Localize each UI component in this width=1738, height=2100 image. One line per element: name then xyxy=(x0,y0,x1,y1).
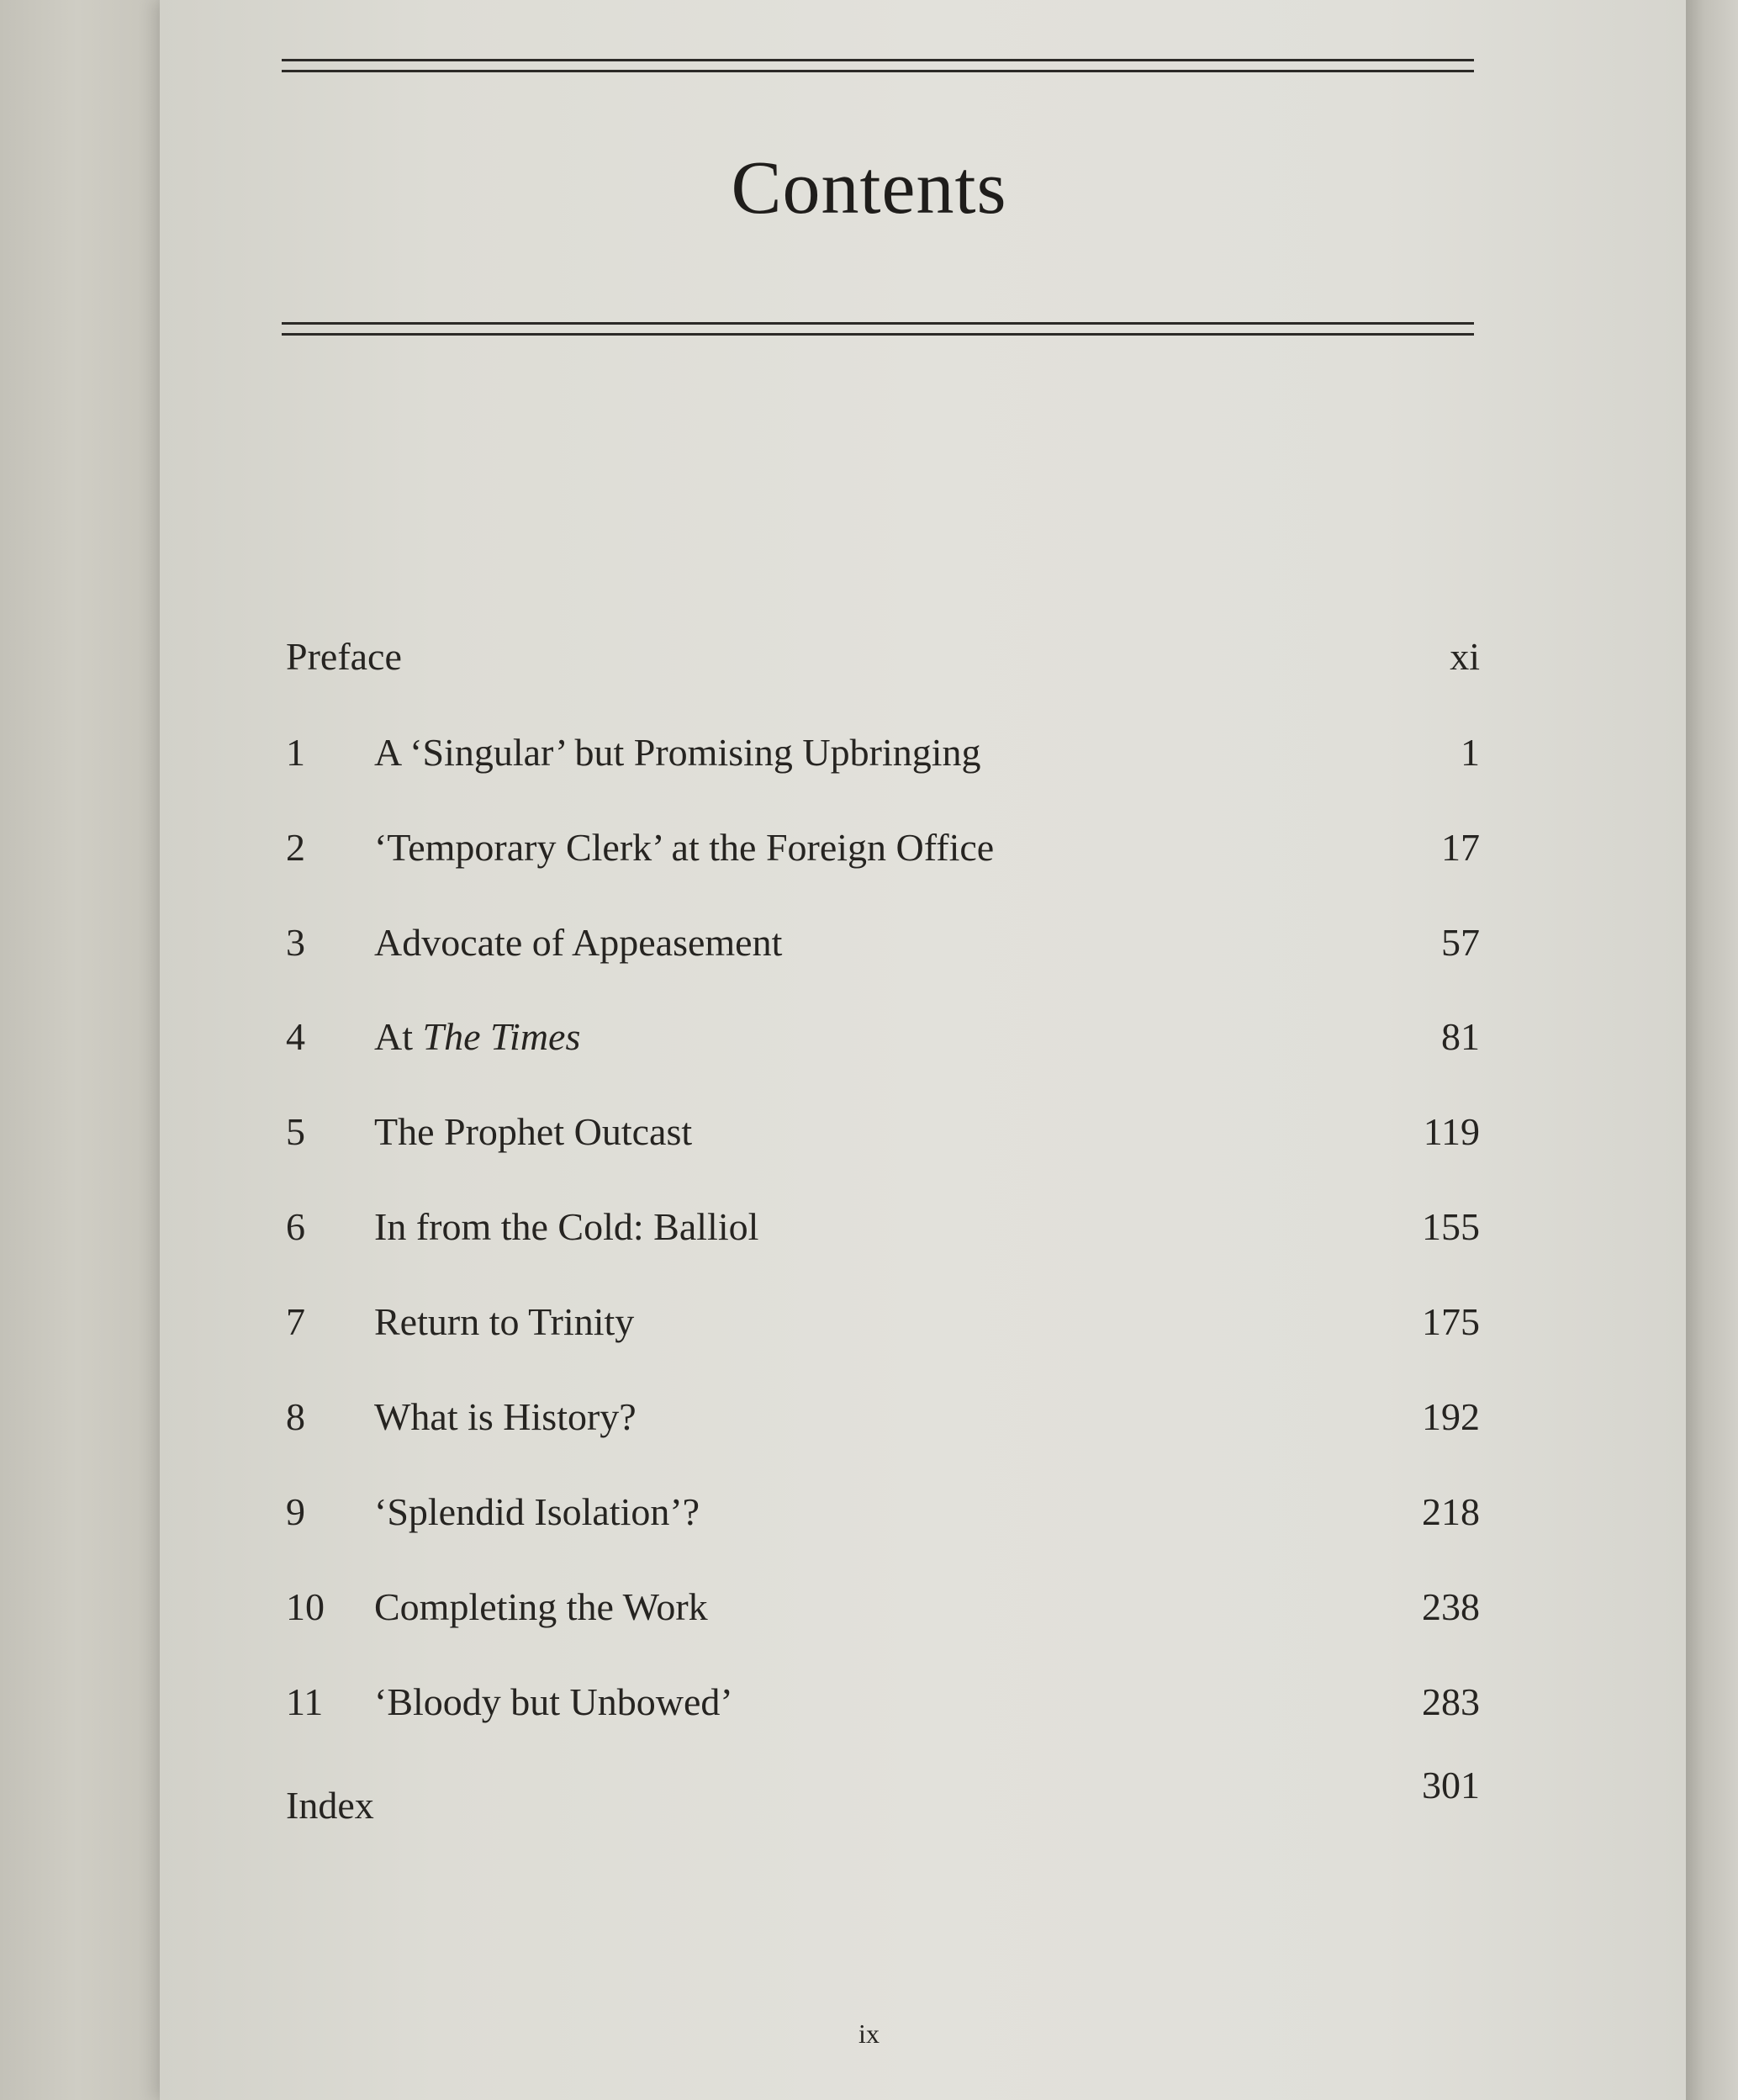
toc-entry-index xyxy=(286,1764,1480,1835)
chapter-title: ‘Bloody but Unbowed’ xyxy=(374,1680,733,1723)
chapter-title: ‘Temporary Clerk’ at the Foreign Office xyxy=(374,826,995,869)
chapter-title: In from the Cold: Balliol xyxy=(374,1205,759,1248)
chapter-number: 2 xyxy=(286,826,305,869)
chapter-number: 11 xyxy=(286,1680,324,1723)
toc-entry-chapter xyxy=(286,913,1480,972)
chapter-page: 119 xyxy=(1423,1110,1480,1153)
chapter-number: 7 xyxy=(286,1300,305,1343)
chapter-page: 81 xyxy=(1441,1015,1480,1058)
chapter-number: 10 xyxy=(286,1585,325,1628)
toc-entry-chapter xyxy=(286,1103,1480,1161)
chapter-title: Completing the Work xyxy=(374,1585,708,1628)
toc-entry-chapter xyxy=(286,1293,1480,1352)
chapter-title-italic: The Times xyxy=(422,1015,581,1058)
chapter-number: 1 xyxy=(286,731,305,774)
toc-entry-chapter xyxy=(286,818,1480,877)
page-folio: ix xyxy=(858,2018,880,2049)
toc-entry-chapter xyxy=(286,1578,1480,1637)
chapter-page: 1 xyxy=(1461,731,1480,774)
chapter-page: 17 xyxy=(1441,826,1480,869)
bottom-double-rule xyxy=(282,322,1474,336)
toc-entry-title: Index xyxy=(286,1784,374,1827)
chapter-title: What is History? xyxy=(374,1395,637,1438)
chapter-number: 8 xyxy=(286,1395,305,1438)
toc-entry-chapter xyxy=(286,1388,1480,1447)
chapter-page: 218 xyxy=(1422,1490,1480,1533)
chapter-number: 4 xyxy=(286,1015,305,1058)
chapter-number: 6 xyxy=(286,1205,305,1248)
chapter-page: 155 xyxy=(1422,1205,1480,1248)
chapter-title: ‘Splendid Isolation’? xyxy=(374,1490,700,1533)
chapter-page: 192 xyxy=(1422,1395,1480,1438)
chapter-title-prefix: At xyxy=(374,1015,423,1058)
toc-entry-page: 301 xyxy=(1422,1764,1480,1806)
toc-entry-chapter xyxy=(286,1008,1480,1066)
toc-entry-preface xyxy=(286,627,1480,686)
chapter-number: 9 xyxy=(286,1490,305,1533)
chapter-page: 175 xyxy=(1422,1300,1480,1343)
chapter-page: 238 xyxy=(1422,1585,1480,1628)
toc-entry-page: xi xyxy=(1450,635,1480,678)
toc-entry-chapter xyxy=(286,723,1480,782)
chapter-title: Return to Trinity xyxy=(374,1300,635,1343)
top-double-rule xyxy=(282,59,1474,72)
chapter-number: 5 xyxy=(286,1110,305,1153)
toc-entry-chapter xyxy=(286,1198,1480,1256)
chapter-number: 3 xyxy=(286,921,305,964)
toc-entry-chapter xyxy=(286,1673,1480,1732)
chapter-title: Advocate of Appeasement xyxy=(374,921,783,964)
chapter-page: 57 xyxy=(1441,921,1480,964)
chapter-page: 283 xyxy=(1422,1680,1480,1723)
toc-entry-chapter xyxy=(286,1483,1480,1542)
contents-heading: Contents xyxy=(731,146,1007,230)
chapter-title: The Prophet Outcast xyxy=(374,1110,693,1153)
book-fore-edge xyxy=(1686,0,1738,2100)
chapter-title: A ‘Singular’ but Promising Upbringing xyxy=(374,731,981,774)
toc-entry-title: Preface xyxy=(286,635,402,678)
chapter-title xyxy=(374,1008,580,1066)
